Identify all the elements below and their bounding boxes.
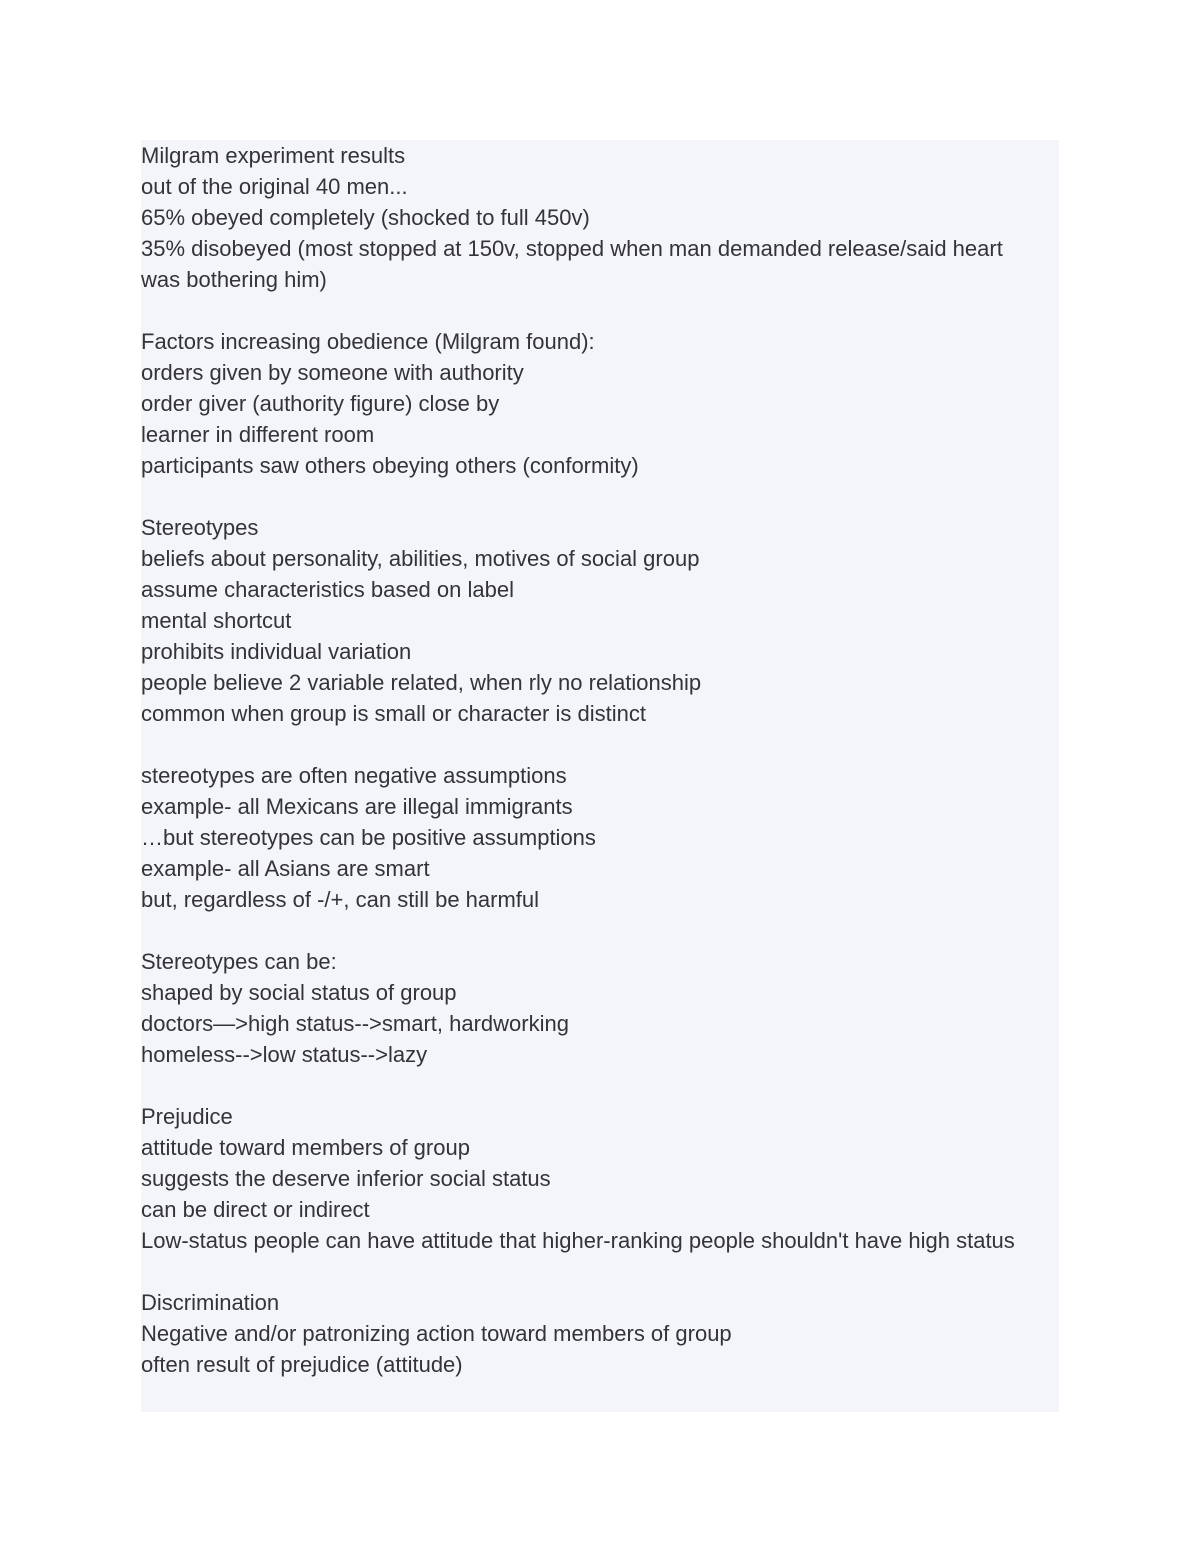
blank-line — [141, 915, 1059, 946]
note-line: often result of prejudice (attitude) — [141, 1352, 463, 1377]
note-line: example- all Asians are smart — [141, 856, 430, 881]
blank-line — [141, 729, 1059, 760]
note-line: …but stereotypes can be positive assumptions — [141, 825, 596, 850]
note-line: people believe 2 variable related, when rly no relationship — [141, 670, 702, 695]
heading-discrimination: Discrimination — [141, 1290, 280, 1315]
heading-stereotypes: Stereotypes — [141, 515, 259, 540]
blank-line — [141, 1256, 1059, 1287]
note-line: attitude toward members of group — [141, 1135, 470, 1160]
note-line: can be direct or indirect — [141, 1197, 370, 1222]
note-line: assume characteristics based on label — [141, 577, 514, 602]
heading-milgram-results: Milgram experiment results — [141, 143, 406, 168]
note-line: example- all Mexicans are illegal immigrants — [141, 794, 573, 819]
note-line: homeless-->low status-->lazy — [141, 1042, 428, 1067]
note-line: out of the original 40 men... — [141, 174, 408, 199]
note-line: orders given by someone with authority — [141, 360, 524, 385]
heading-prejudice: Prejudice — [141, 1104, 233, 1129]
note-line: prohibits individual variation — [141, 639, 412, 664]
note-line: order giver (authority figure) close by — [141, 391, 500, 416]
note-line: common when group is small or character is distinct — [141, 701, 646, 726]
note-line: suggests the deserve inferior social status — [141, 1166, 551, 1191]
notes-text-block — [141, 140, 1059, 1412]
heading-obedience-factors: Factors increasing obedience (Milgram found): — [141, 329, 595, 354]
note-line: shaped by social status of group — [141, 980, 457, 1005]
note-line: 65% obeyed completely (shocked to full 450v) — [141, 205, 590, 230]
note-line: Low-status people can have attitude that higher-ranking people shouldn't have high status — [141, 1228, 1015, 1253]
note-line: beliefs about personality, abilities, motives of social group — [141, 546, 700, 571]
note-line: but, regardless of -/+, can still be harmful — [141, 887, 540, 912]
note-line: learner in different room — [141, 422, 375, 447]
note-line: mental shortcut — [141, 608, 292, 633]
blank-line — [141, 1070, 1059, 1101]
blank-line — [141, 481, 1059, 512]
note-line: Negative and/or patronizing action toward members of group — [141, 1321, 732, 1346]
note-line: stereotypes are often negative assumptions — [141, 763, 567, 788]
blank-line — [141, 295, 1059, 326]
note-line: 35% disobeyed (most stopped at 150v, stopped when man demanded release/said heart was bothering him) — [141, 236, 1003, 292]
note-line: doctors—>high status-->smart, hardworking — [141, 1011, 569, 1036]
note-line: participants saw others obeying others (conformity) — [141, 453, 639, 478]
heading-stereotypes-can-be: Stereotypes can be: — [141, 949, 337, 974]
